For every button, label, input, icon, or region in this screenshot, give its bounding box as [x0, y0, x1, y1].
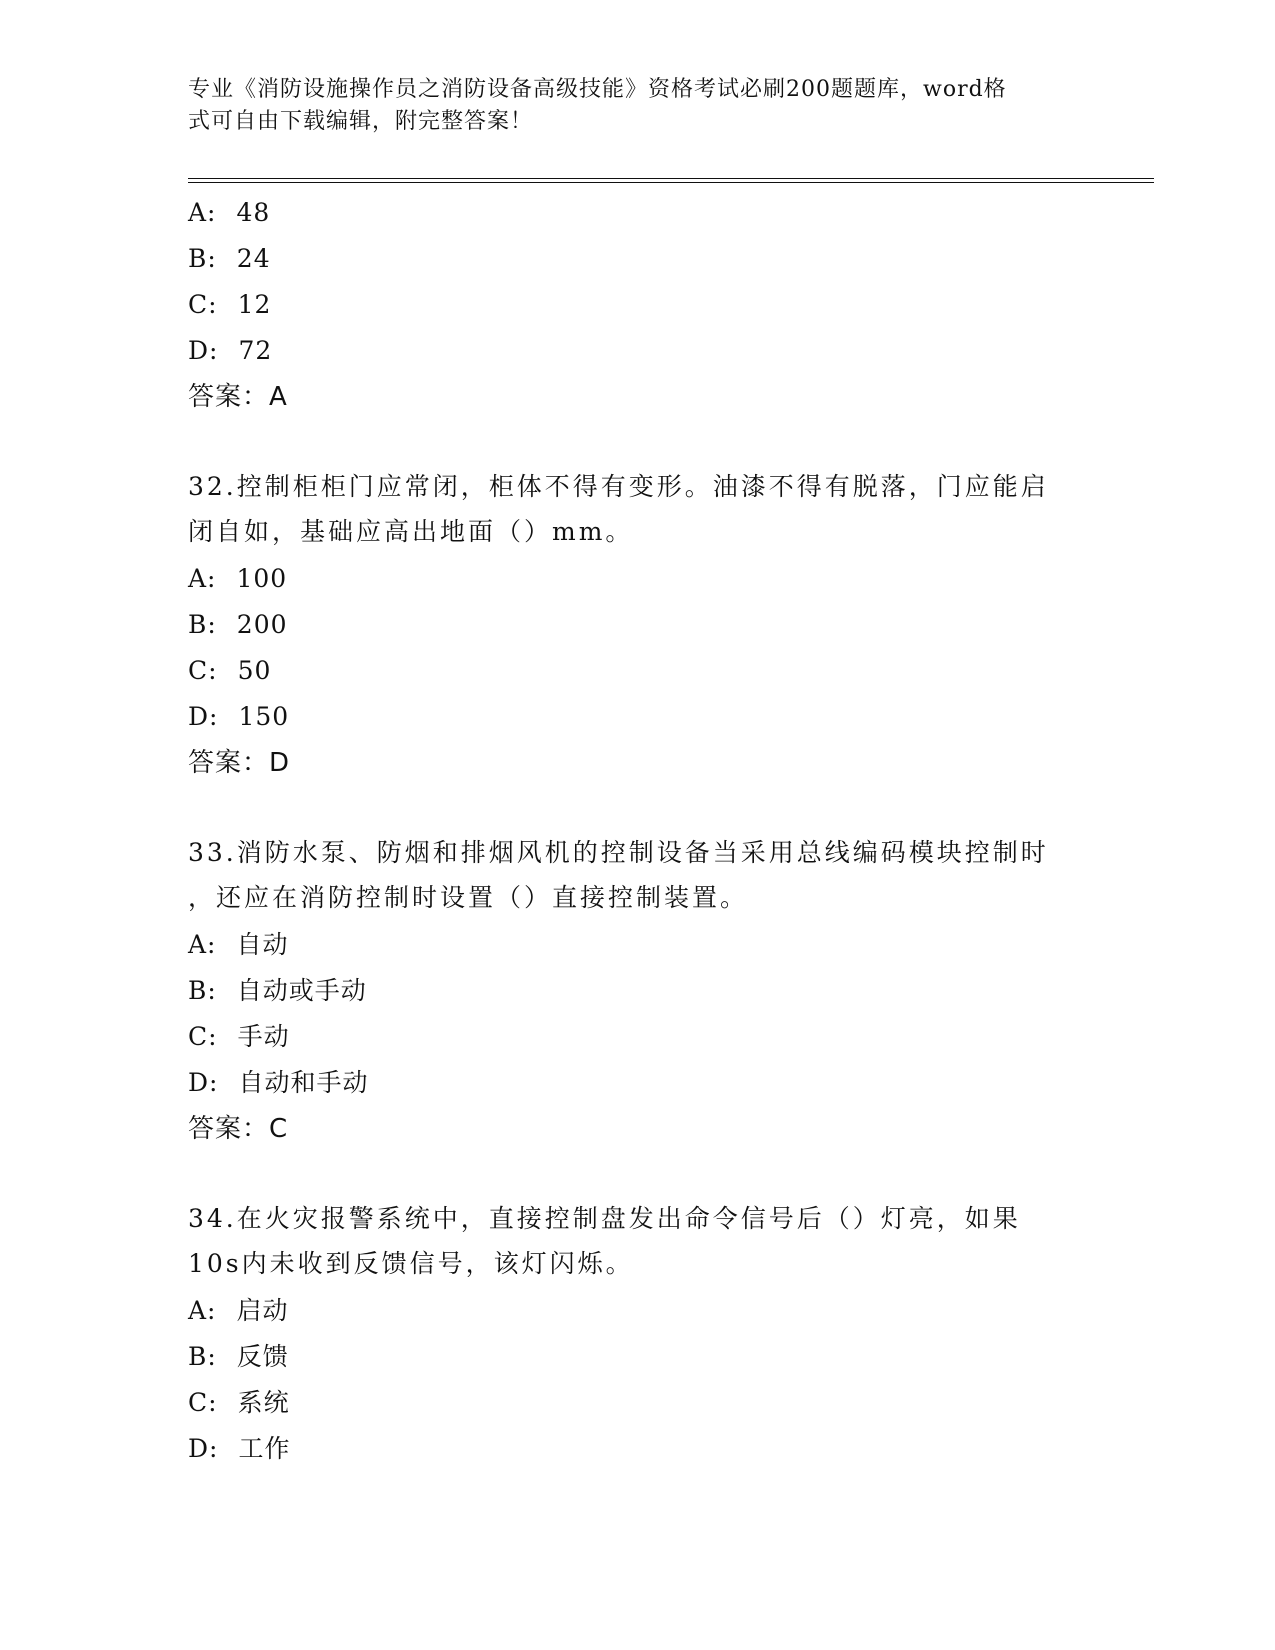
option-c	[188, 1014, 1088, 1060]
option-letter: A:	[188, 930, 217, 959]
option-text: 系统	[237, 1388, 290, 1417]
option-d	[188, 328, 1088, 374]
question-text	[188, 464, 1088, 554]
question-text-line-2: 闭自如，基础应高出地面（）mm。	[188, 517, 634, 546]
option-d	[188, 1060, 1088, 1106]
option-text: 手动	[237, 1022, 290, 1051]
option-a	[188, 922, 1088, 968]
option-c	[188, 282, 1088, 328]
question-content	[188, 190, 1088, 1472]
option-c	[188, 648, 1088, 694]
option-letter: C:	[188, 656, 218, 685]
option-c	[188, 1380, 1088, 1426]
option-text: 工作	[238, 1434, 291, 1463]
option-b	[188, 236, 1088, 282]
option-d	[188, 694, 1088, 740]
question-31-partial	[188, 190, 1088, 420]
option-letter: D:	[188, 702, 219, 731]
header-divider-top	[188, 178, 1154, 179]
question-text-line-1: 33.消防水泵、防烟和排烟风机的控制设备当采用总线编码模块控制时	[188, 838, 1049, 867]
header-title-line-1: 专业《消防设施操作员之消防设备高级技能》资格考试必刷200题题库，word格	[188, 77, 1007, 102]
option-text: 48	[236, 198, 271, 227]
question-text	[188, 1196, 1088, 1286]
option-text: 50	[237, 656, 272, 685]
option-letter: B:	[188, 1342, 217, 1371]
question-32	[188, 464, 1088, 786]
option-letter: B:	[188, 244, 217, 273]
option-text: 150	[238, 702, 290, 731]
question-text-line-2: ，还应在消防控制时设置（）直接控制装置。	[188, 883, 749, 912]
option-letter: C:	[188, 1388, 218, 1417]
option-text: 自动	[236, 930, 289, 959]
answer-line: 答案：D	[188, 748, 291, 778]
option-text: 反馈	[236, 1342, 289, 1371]
question-text-line-2: 10s内未收到反馈信号，该灯闪烁。	[188, 1249, 634, 1278]
option-letter: D:	[188, 1068, 219, 1097]
option-text: 72	[238, 336, 273, 365]
option-letter: D:	[188, 336, 219, 365]
option-letter: B:	[188, 610, 217, 639]
option-b	[188, 1334, 1088, 1380]
option-letter: A:	[188, 564, 217, 593]
option-text: 自动和手动	[238, 1068, 369, 1097]
answer-line: 答案：C	[188, 1114, 289, 1144]
document-header	[188, 74, 1068, 138]
answer-line: 答案：A	[188, 382, 288, 412]
header-title-line-2: 式可自由下载编辑，附完整答案！	[188, 109, 534, 134]
question-text-line-1: 34.在火灾报警系统中，直接控制盘发出命令信号后（）灯亮，如果	[188, 1204, 1021, 1233]
option-letter: C:	[188, 1022, 218, 1051]
option-letter: B:	[188, 976, 217, 1005]
question-text-line-1: 32.控制柜柜门应常闭，柜体不得有变形。油漆不得有脱落，门应能启	[188, 472, 1049, 501]
option-letter: A:	[188, 198, 217, 227]
option-a	[188, 190, 1088, 236]
option-a	[188, 1288, 1088, 1334]
option-d	[188, 1426, 1088, 1472]
option-text: 200	[236, 610, 288, 639]
option-text: 24	[236, 244, 271, 273]
option-text: 自动或手动	[236, 976, 367, 1005]
option-letter: A:	[188, 1296, 217, 1325]
question-text	[188, 830, 1088, 920]
option-text: 100	[236, 564, 288, 593]
option-letter: C:	[188, 290, 218, 319]
option-a	[188, 556, 1088, 602]
question-33	[188, 830, 1088, 1152]
option-text: 12	[237, 290, 272, 319]
option-letter: D:	[188, 1434, 219, 1463]
question-34	[188, 1196, 1088, 1472]
option-b	[188, 968, 1088, 1014]
option-b	[188, 602, 1088, 648]
header-divider-bottom	[188, 182, 1154, 183]
option-text: 启动	[236, 1296, 289, 1325]
